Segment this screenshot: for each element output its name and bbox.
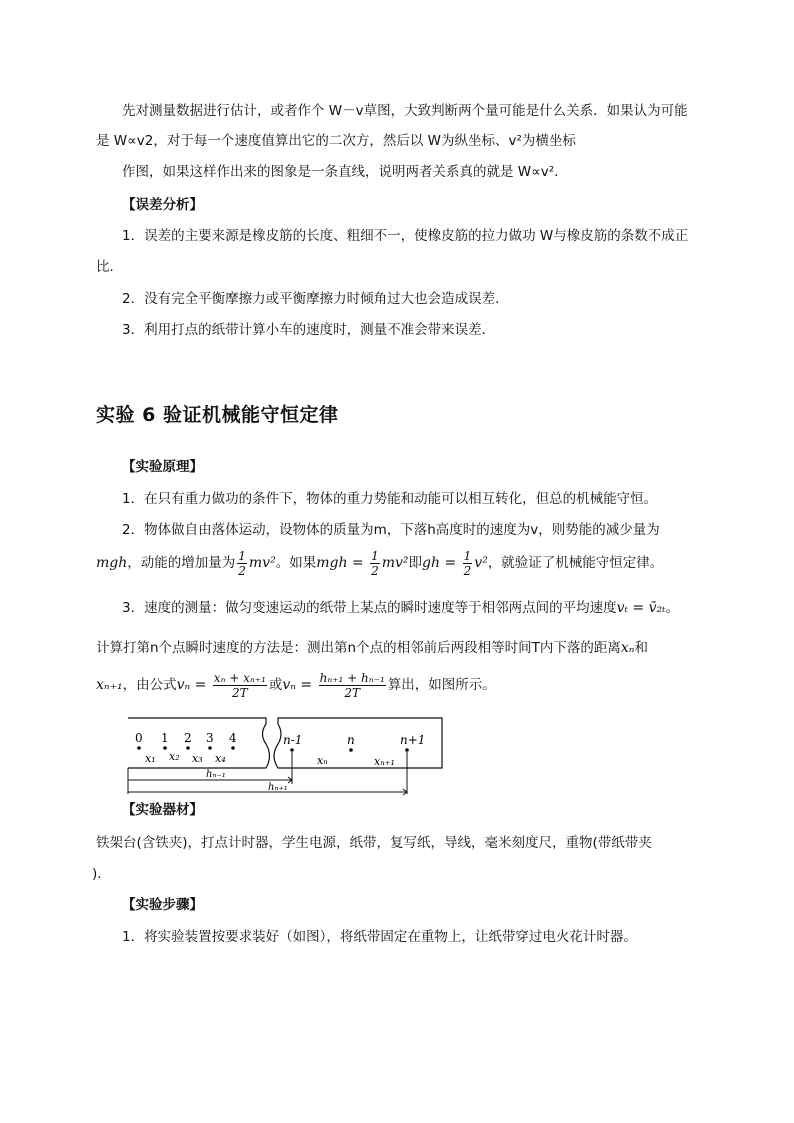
point-label: 2	[184, 731, 192, 745]
formula-xn1: xₙ₊₁	[96, 677, 123, 693]
section-label-steps: 【实验步骤】	[122, 897, 203, 913]
list-item: 1．将实验装置按要求装好（如图），将纸带固定在重物上，让纸带穿过电火花计时器。	[122, 929, 637, 945]
h-label: hₙ₋₁	[206, 769, 226, 780]
fraction-h	[319, 671, 386, 700]
point-label: n	[347, 733, 355, 747]
page-title: 实验 6 验证机械能守恒定律	[96, 404, 339, 426]
fraction-numerator: 1	[463, 548, 472, 563]
fraction-numerator: 1	[238, 548, 246, 563]
formula-mv2: mv²	[248, 555, 276, 571]
fraction-half	[370, 549, 380, 578]
fraction-numerator: hₙ₊₁ + hₙ₋₁	[319, 670, 385, 685]
tape-dot	[163, 746, 167, 750]
segment-label: x₃	[192, 752, 203, 765]
text-fragment: ，由公式	[122, 677, 177, 693]
point-label: n-1	[283, 733, 303, 747]
list-item: 2．没有完全平衡摩擦力或平衡摩擦力时倾角过大也会造成误差．	[122, 291, 509, 307]
text-fragment: 和	[634, 640, 648, 656]
formula-mv2: mv²	[381, 555, 409, 571]
tape-dot	[208, 746, 212, 750]
formula-vt: vₜ = v̄₂ₜ	[616, 600, 666, 616]
text-fragment: 或	[268, 677, 283, 693]
formula-v2: v²	[474, 555, 488, 571]
fraction-denominator: 2	[371, 563, 379, 578]
tape-dot	[186, 746, 190, 750]
list-item: 1．误差的主要来源是橡皮筋的长度、粗细不一，使橡皮筋的拉力做功 W与橡皮筋的条数不成正	[122, 228, 689, 244]
point-label: 3	[206, 731, 214, 745]
list-item: 1．在只有重力做功的条件下，物体的重力势能和动能可以相互转化，但总的机械能守恒。	[122, 491, 658, 507]
text-fragment: 即	[408, 555, 423, 571]
paragraph-line: )．	[92, 866, 111, 882]
fraction-numerator: xₙ + xₙ₊₁	[213, 670, 266, 685]
fraction-half	[237, 549, 247, 578]
section-label-equipment: 【实验器材】	[122, 802, 203, 818]
fraction-denominator: 2T	[232, 685, 248, 700]
list-item-continuation: 比．	[96, 259, 123, 275]
formula-line	[96, 546, 663, 580]
segment-label: x₄	[215, 752, 226, 765]
tape-dot	[137, 746, 141, 750]
tape-dot	[290, 748, 294, 752]
tape-dot	[349, 748, 353, 752]
paragraph-line: 铁架台(含铁夹)，打点计时器，学生电源，纸带，复写纸，导线，毫米刻度尺，重物(带纸带夹	[96, 835, 652, 851]
formula-mgh-eq: mgh =	[316, 555, 369, 571]
section-label-error-analysis: 【误差分析】	[122, 197, 203, 213]
paragraph-line	[96, 638, 648, 658]
segment-label: xₙ	[317, 754, 328, 767]
paragraph-line: 作图，如果这样作出来的图象是一条直线，说明两者关系真的就是 W∝v².	[122, 164, 559, 180]
list-item	[122, 598, 679, 618]
segment-label: x₁	[145, 752, 156, 765]
tape-dot	[405, 748, 409, 752]
fraction-x	[213, 671, 267, 700]
tape-diagram	[118, 712, 458, 802]
paragraph-line: 先对测量数据进行估计，或者作个 W－v草图，大致判断两个量可能是什么关系．如果认为可能	[122, 103, 688, 119]
text-fragment: 。如果	[275, 555, 317, 571]
text-fragment: 计算打第n个点瞬时速度的方法是：测出第n个点的相邻前后两段相等时间T内下落的距离	[96, 640, 621, 656]
text-fragment: ，就验证了机械能守恒定律。	[487, 555, 664, 571]
fraction-half	[463, 549, 473, 578]
point-label: n+1	[400, 733, 426, 747]
segment-label: x₂	[169, 750, 180, 763]
section-label-principle: 【实验原理】	[122, 459, 203, 475]
formula-vn: vₙ =	[176, 677, 211, 693]
fraction-denominator: 2	[238, 563, 246, 578]
text-fragment: ，动能的增加量为	[127, 555, 236, 571]
formula-line	[96, 668, 496, 702]
list-item: 2．物体做自由落体运动，设物体的质量为m，下落h高度时的速度为v，则势能的减少量为	[122, 522, 660, 538]
fraction-denominator: 2	[463, 563, 472, 578]
fraction-numerator: 1	[371, 548, 379, 563]
paragraph-line: 是 W∝v2，对于每一个速度值算出它的二次方，然后以 W为纵坐标、v²为横坐标	[96, 133, 576, 149]
list-item: 3．利用打点的纸带计算小车的速度时，测量不准会带来误差．	[122, 322, 496, 338]
formula-xn: xₙ	[620, 640, 635, 656]
h-label: hₙ₊₁	[268, 782, 288, 793]
segment-label: xₙ₊₁	[374, 755, 395, 768]
formula-mgh: mgh	[96, 555, 128, 571]
point-label: 0	[135, 731, 143, 745]
formula-gh-eq: gh =	[422, 555, 461, 571]
text-fragment: 。	[665, 600, 680, 616]
point-label: 1	[161, 731, 169, 745]
point-label: 4	[229, 731, 237, 745]
tape-dot	[231, 746, 235, 750]
formula-vn: vₙ =	[282, 677, 317, 693]
fraction-denominator: 2T	[344, 685, 360, 700]
text-fragment: 3．速度的测量：做匀变速运动的纸带上某点的瞬时速度等于相邻两点间的平均速度	[122, 600, 617, 616]
text-fragment: 算出，如图所示。	[387, 677, 496, 693]
